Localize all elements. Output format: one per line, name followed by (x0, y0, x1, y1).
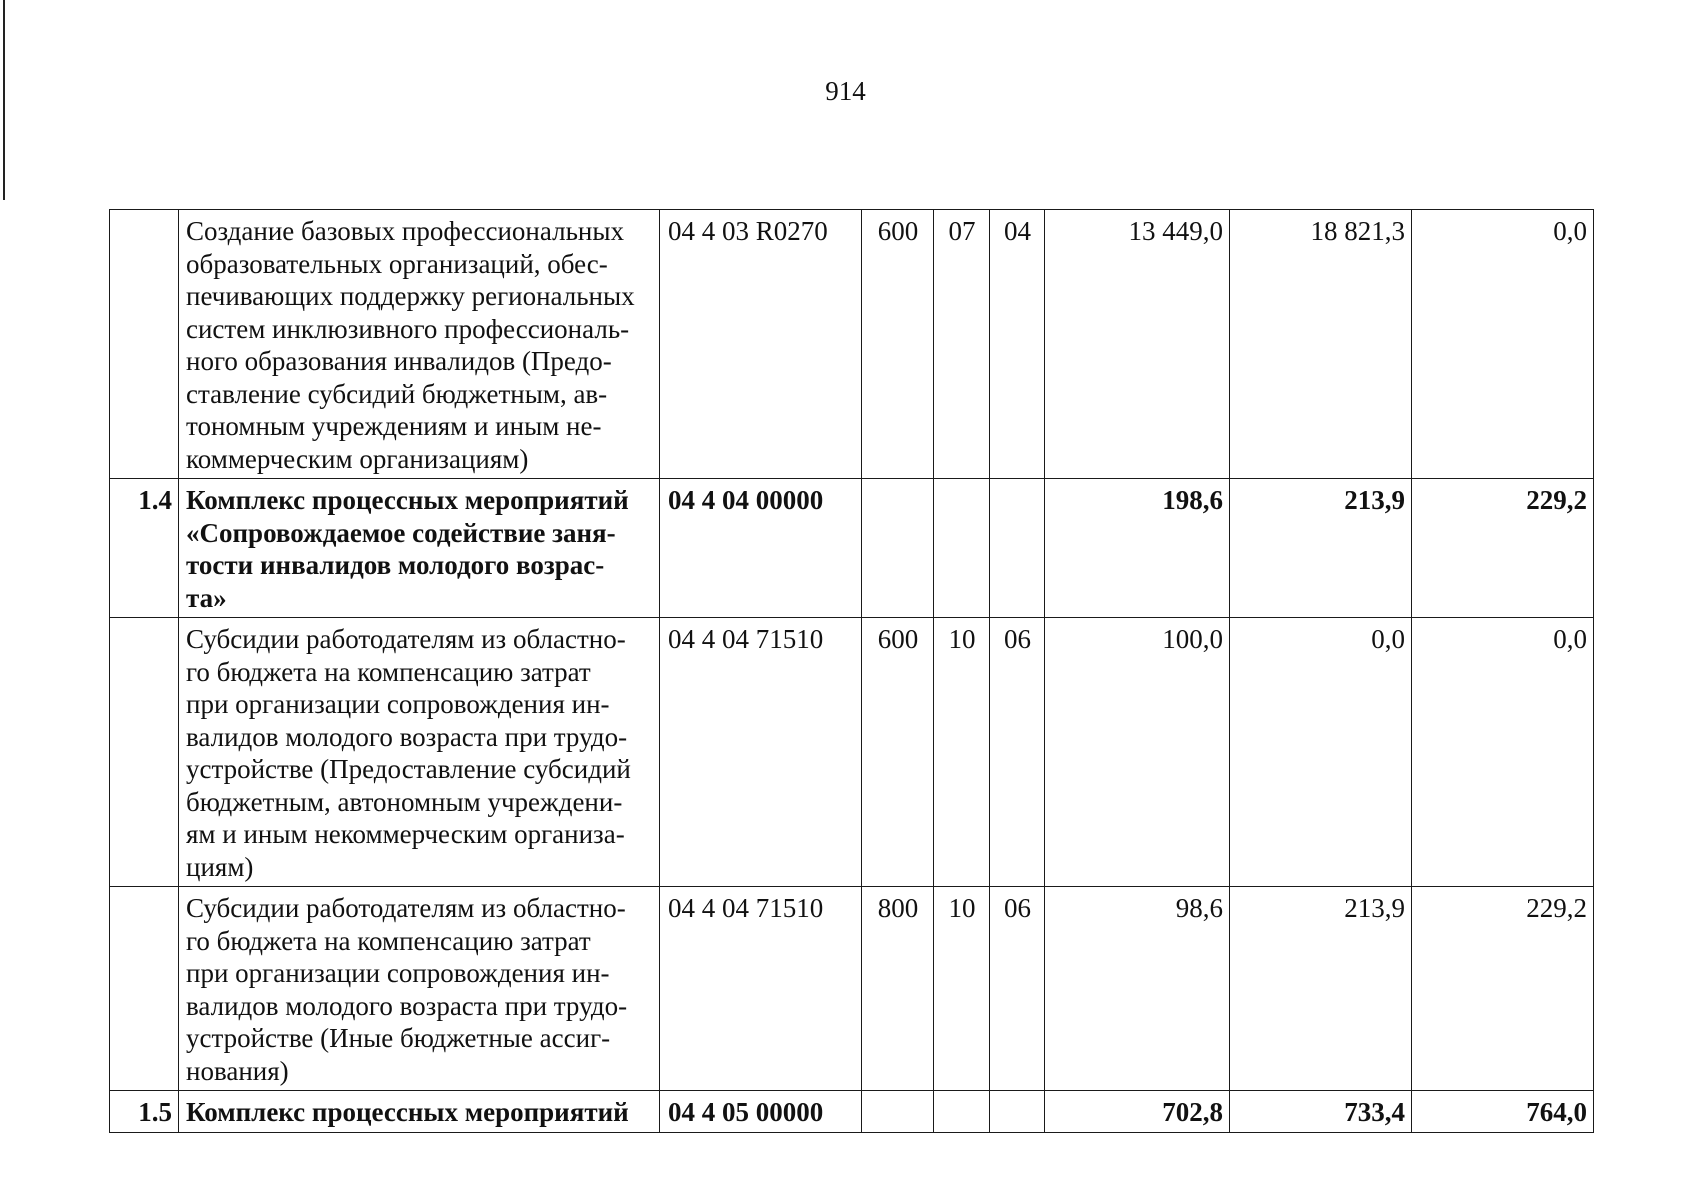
row-name: Комплекс процессных мероприятий (179, 1091, 660, 1133)
table-row (110, 479, 1594, 618)
row-value-year-1: 702,8 (1045, 1091, 1230, 1133)
row-name: Субсидии работодателям из областно- го бюджета на компенсацию затрат при организации сопровождения ин- валидов молодого возраста при трудо- устройстве (Иные бюджетные ассиг- нования) (179, 887, 660, 1091)
row-index (110, 210, 179, 479)
row-expense-type: 800 (862, 887, 934, 1091)
row-target-code: 04 4 04 00000 (660, 479, 862, 618)
row-section: 10 (934, 887, 990, 1091)
row-index (110, 887, 179, 1091)
row-section: 10 (934, 618, 990, 887)
row-subsection (990, 479, 1045, 618)
row-expense-type (862, 1091, 934, 1133)
table-row (110, 210, 1594, 479)
row-target-code: 04 4 05 00000 (660, 1091, 862, 1133)
page-number: 914 (825, 76, 866, 106)
row-value-year-3: 0,0 (1412, 210, 1594, 479)
row-value-year-3: 0,0 (1412, 618, 1594, 887)
row-expense-type (862, 479, 934, 618)
row-subsection: 04 (990, 210, 1045, 479)
row-expense-type: 600 (862, 618, 934, 887)
row-index (110, 618, 179, 887)
row-value-year-1: 98,6 (1045, 887, 1230, 1091)
row-value-year-2: 0,0 (1230, 618, 1412, 887)
row-subsection: 06 (990, 618, 1045, 887)
row-target-code: 04 4 04 71510 (660, 887, 862, 1091)
row-value-year-3: 229,2 (1412, 887, 1594, 1091)
row-target-code: 04 4 03 R0270 (660, 210, 862, 479)
row-expense-type: 600 (862, 210, 934, 479)
row-index: 1.5 (110, 1091, 179, 1133)
row-subsection (990, 1091, 1045, 1133)
row-subsection: 06 (990, 887, 1045, 1091)
budget-table (109, 209, 1594, 1133)
table-row (110, 887, 1594, 1091)
row-value-year-1: 198,6 (1045, 479, 1230, 618)
row-index: 1.4 (110, 479, 179, 618)
row-name: Субсидии работодателям из областно- го бюджета на компенсацию затрат при организации сопровождения ин- валидов молодого возраста при трудо- устройстве (Предоставление субсидий бюджетным, автономным учреждени- ям и иным некоммерческим организа- циям) (179, 618, 660, 887)
row-value-year-2: 733,4 (1230, 1091, 1412, 1133)
row-section (934, 1091, 990, 1133)
row-value-year-1: 13 449,0 (1045, 210, 1230, 479)
row-name: Комплекс процессных мероприятий «Сопровождаемое содействие заня- тости инвалидов молодого возрас- та» (179, 479, 660, 618)
row-value-year-2: 213,9 (1230, 887, 1412, 1091)
row-value-year-3: 229,2 (1412, 479, 1594, 618)
row-value-year-2: 213,9 (1230, 479, 1412, 618)
row-name: Создание базовых профессиональных образовательных организаций, обес- печивающих поддержку региональных систем инклюзивного профессиональ- ного образования инвалидов (Предо- ставление субсидий бюджетным, ав- тономным учреждениям и иным не- коммерческим организациям) (179, 210, 660, 479)
row-section: 07 (934, 210, 990, 479)
row-value-year-1: 100,0 (1045, 618, 1230, 887)
table-row (110, 1091, 1594, 1133)
row-section (934, 479, 990, 618)
row-value-year-3: 764,0 (1412, 1091, 1594, 1133)
table-row (110, 618, 1594, 887)
row-value-year-2: 18 821,3 (1230, 210, 1412, 479)
row-target-code: 04 4 04 71510 (660, 618, 862, 887)
